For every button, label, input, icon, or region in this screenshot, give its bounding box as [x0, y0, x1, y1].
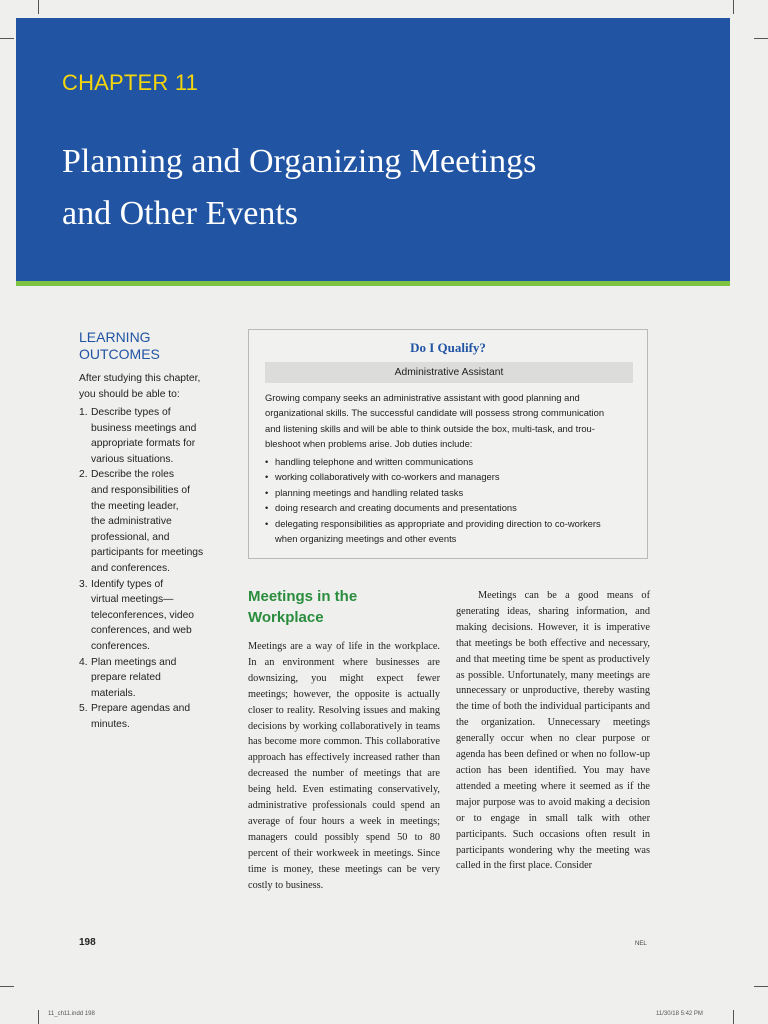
learning-outcomes-heading	[79, 329, 160, 363]
outcome-text-line: various situations.	[91, 453, 174, 465]
outcome-number: 2.	[79, 469, 88, 481]
description-line: bleshoot when problems arise. Job duties include:	[265, 438, 473, 450]
bullet-icon: •	[265, 486, 269, 498]
duty-text-line: doing research and creating documents and presentations	[275, 502, 517, 514]
outcome-text-line: the administrative	[91, 516, 172, 528]
outcome-text-line: the meeting leader,	[91, 500, 179, 512]
description-line: Growing company seeks an administrative assistant with good planning and	[265, 392, 580, 403]
bullet-icon: •	[265, 456, 269, 467]
crop-mark	[733, 1010, 734, 1024]
crop-mark	[0, 38, 14, 39]
description-line: organizational skills. The successful candidate will possess strong communication	[265, 407, 605, 419]
outcome-text-line: Describe types of	[91, 407, 171, 418]
do-i-qualify-box	[248, 329, 648, 559]
intro-line: After studying this chapter,	[79, 373, 201, 384]
learning-outcome-item	[79, 701, 239, 732]
learning-outcomes-intro	[79, 371, 229, 402]
outcome-text-line: conferences, and web	[91, 625, 192, 637]
heading-line: Meetings in the	[248, 588, 358, 605]
crop-mark	[754, 986, 768, 987]
outcome-text-line: Plan meetings and	[91, 656, 177, 668]
heading-line: LEARNING	[79, 329, 151, 345]
outcome-number: 5.	[79, 703, 88, 715]
duty-text-line: working collaboratively with co-workers and managers	[275, 471, 500, 483]
learning-outcome-item	[79, 405, 239, 467]
print-slug-date: 11/30/18 5:42 PM	[656, 1011, 703, 1017]
learning-outcomes-list	[79, 405, 239, 732]
outcome-text-line: virtual meetings—	[91, 594, 174, 606]
crop-mark	[733, 0, 734, 14]
heading-line: Workplace	[248, 609, 324, 626]
crop-mark	[754, 38, 768, 39]
description-line: and listening skills and will be able to think outside the box, multi-task, and trou-	[265, 422, 595, 434]
page-number: 198	[79, 937, 96, 948]
body-text-left-column: Meetings are a way of life in the workplace. In an environment where businesses are downsizing, you might expect fewer meetings; however, the opposite is actually closer to reality. Resolving issues and making decisions by working collaboratively in teams has become more common. This collaborative approach has effectively increased rather than decreased the number of meetings that are being held. Even estimating conservatively, administrative professionals could spend an average of four hours a week in meetings; managers could possibly spend 50 to 80 percent of their workweek in meetings. Since time is money, these meetings can be very costly to business.	[248, 641, 440, 891]
publisher-mark: NEL	[635, 941, 647, 947]
crop-mark	[38, 0, 39, 14]
duty-text-line: planning meetings and handling related tasks	[275, 486, 464, 498]
outcome-text-line: professional, and	[91, 531, 170, 543]
chapter-title	[62, 136, 702, 240]
bullet-icon: •	[265, 502, 269, 514]
outcome-text-line: materials.	[91, 687, 136, 699]
body-text-right-column: Meetings can be a good means of generating ideas, sharing information, and making decisions. However, it is imperative that meetings be both effective and necessary, and that meeting time be spent as productively as possible. Unfortunately, many meetings are unnecessary or unproductive, thereby wasting the time of both the individual participants and the organization. Unnecessary meetings generally occur when no clear purpose or agenda has been defined or when no follow-up action has been identified. You may have attended a meeting where it seemed as if the major purpose was to avoid making a decision or to engage in small talk with other participants. Such occasions often result in participants wondering why the meeting was called in the first place. Consider	[456, 590, 650, 872]
outcome-text-line: prepare related	[91, 672, 161, 684]
qualify-title: Do I Qualify?	[410, 340, 486, 355]
bullet-icon: •	[265, 471, 269, 483]
job-duty-item	[265, 469, 637, 484]
chapter-title-line: Planning and Organizing Meetings	[62, 143, 537, 180]
learning-outcome-item	[79, 577, 239, 655]
crop-mark	[38, 1010, 39, 1024]
intro-line: you should be able to:	[79, 388, 180, 400]
outcome-text-line: and responsibilities of	[91, 484, 191, 496]
outcome-text-line: business meetings and	[91, 422, 197, 434]
duty-text-line: when organizing meetings and other events	[275, 533, 457, 545]
job-title-bar: Administrative Assistant	[265, 362, 633, 383]
job-description	[265, 390, 637, 452]
outcome-text-line: conferences.	[91, 640, 150, 652]
outcome-number: 1.	[79, 407, 88, 418]
job-duties-list	[265, 454, 637, 546]
outcome-text-line: Identify types of	[91, 578, 164, 590]
learning-outcome-item	[79, 467, 239, 576]
outcome-text-line: Prepare agendas and	[91, 703, 191, 715]
outcome-text-line: participants for meetings	[91, 547, 204, 559]
outcome-number: 4.	[79, 656, 88, 668]
outcome-text-line: teleconferences, video	[91, 609, 195, 621]
job-duty-item	[265, 516, 637, 547]
outcome-text-line: minutes.	[91, 718, 130, 730]
chapter-label: CHAPTER 11	[62, 70, 199, 95]
outcome-number: 3.	[79, 578, 88, 590]
outcome-text-line: and conferences.	[91, 562, 170, 574]
outcome-text-line: appropriate formats for	[91, 438, 196, 450]
job-duty-item	[265, 500, 637, 515]
chapter-title-line: and Other Events	[62, 195, 299, 232]
print-slug-file: 11_ch11.indd 198	[48, 1011, 95, 1017]
bullet-icon: •	[265, 517, 269, 529]
job-duty-item	[265, 485, 637, 500]
header-accent-rule	[16, 281, 730, 286]
outcome-text-line: Describe the roles	[91, 469, 174, 481]
job-duty-item	[265, 454, 637, 469]
duty-text-line: delegating responsibilities as appropriate and providing direction to co-workers	[275, 517, 601, 529]
section-heading	[248, 586, 428, 628]
heading-line: OUTCOMES	[79, 346, 160, 362]
crop-mark	[0, 986, 14, 987]
learning-outcome-item	[79, 655, 239, 702]
duty-text-line: handling telephone and written communications	[275, 456, 474, 467]
